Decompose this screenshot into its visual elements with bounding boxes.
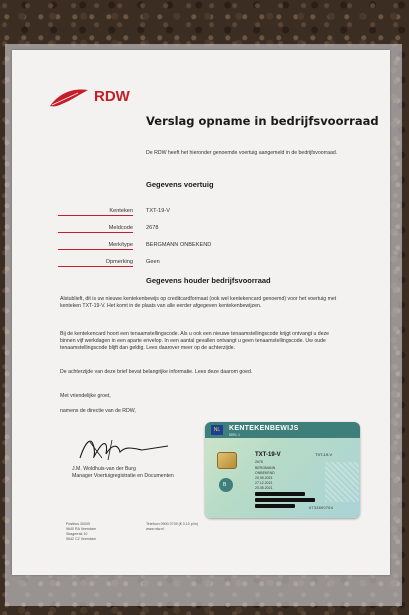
intro-text: De RDW heeft het hieronder genoemde voertuig aangemeld in de bedrijfsvoorraad. bbox=[146, 150, 338, 156]
footer-contact bbox=[146, 522, 198, 532]
row-value: TXT-19-V bbox=[146, 208, 170, 214]
card-title: KENTEKENBEWIJS bbox=[229, 425, 299, 432]
card-meldcode: 2678 bbox=[255, 460, 263, 464]
vehicle-row-opmerking bbox=[58, 259, 358, 271]
address-line: Skagerrak 10 bbox=[66, 532, 88, 536]
row-label: Kenteken bbox=[58, 208, 133, 216]
contact-line: Telefoon 0900 0739 (€ 0,10 p/m) bbox=[146, 522, 198, 526]
vehicle-row-meldcode bbox=[58, 225, 358, 237]
card-plate-duplicate: TXT-19-V bbox=[315, 452, 333, 457]
page-title: Verslag opname in bedrijfsvoorraad bbox=[146, 114, 379, 128]
redaction-bar bbox=[255, 498, 315, 502]
signer-role: Manager Voertuigregistratie en Documenten bbox=[72, 473, 174, 479]
paragraph-card: Alstublieft, dit is uw nieuwe kentekenbewijs op creditcardformaat (ook wel kentekencard genoemd) voor het voertuig met kenteken TXT-19-V. Het komt in de plaats van alle eerder afgegeven kentekenbewijzen. bbox=[60, 296, 337, 309]
card-security-pattern bbox=[325, 462, 359, 502]
row-label: Meldcode bbox=[58, 225, 133, 233]
address-line: 9642 CZ Veendam bbox=[66, 537, 96, 541]
card-line: 27.12.2021 bbox=[255, 481, 273, 485]
card-subtitle: DEEL 1 bbox=[229, 433, 240, 437]
contact-line: www.rdw.nl bbox=[146, 527, 164, 531]
chip-icon bbox=[217, 452, 237, 469]
signer-block bbox=[72, 466, 174, 480]
rdw-logo bbox=[48, 86, 148, 116]
signer-name: J.M. Woldhuis-van der Burg bbox=[72, 466, 136, 472]
wheel-label: B bbox=[223, 482, 227, 488]
row-value: BERGMANN ONBEKEND bbox=[146, 242, 212, 248]
logo-text: RDW bbox=[94, 88, 130, 105]
redaction-bar bbox=[255, 492, 305, 496]
vehicle-row-kenteken bbox=[58, 208, 358, 220]
feather-icon bbox=[48, 86, 90, 110]
card-line: 20.05.2021 bbox=[255, 486, 273, 490]
address-line: Postbus 30000 bbox=[66, 522, 90, 526]
paragraph-code: Bij de kentekencard hoort een tenaamstellingscode. Als u ook een nieuwe tenaamstellingscode krijgt ontvangt u deze binnen vijf werkdagen in een aparte envelop. In een aantal gevallen ontvangt u geen tenaamstellingscode. Uw oude tenaamstellingscode blijft dan geldig. Lees daarover meer op de achterzijde. bbox=[60, 331, 330, 351]
card-line: 20.05.2021 bbox=[255, 476, 273, 480]
eu-flag-icon: NL bbox=[211, 425, 223, 435]
greeting: Met vriendelijke groet, bbox=[60, 393, 111, 399]
paragraph-backside: De achterzijde van deze brief bevat belangrijke informatie. Lees deze daarom goed. bbox=[60, 369, 253, 375]
vehicle-row-merk bbox=[58, 242, 358, 254]
vehicle-heading: Gegevens voertuig bbox=[146, 180, 214, 189]
kentekenbewijs-card bbox=[205, 422, 360, 518]
card-line: BERGMANN bbox=[255, 466, 276, 470]
row-label: Opmerking bbox=[58, 259, 133, 267]
card-plate: TXT-19-V bbox=[255, 452, 281, 458]
card-number: 6733890764 bbox=[309, 506, 334, 510]
redaction-bar bbox=[255, 504, 295, 508]
row-label: Merk/type bbox=[58, 242, 133, 250]
card-line: ONBEKEND bbox=[255, 471, 275, 475]
address-line: 9640 RA Veendam bbox=[66, 527, 96, 531]
holder-heading: Gegevens houder bedrijfsvoorraad bbox=[146, 276, 271, 285]
on-behalf: namens de directie van de RDW, bbox=[60, 408, 136, 414]
footer-address bbox=[66, 522, 96, 542]
row-value: Geen bbox=[146, 259, 160, 265]
row-value: 2678 bbox=[146, 225, 159, 231]
signature bbox=[72, 428, 172, 468]
